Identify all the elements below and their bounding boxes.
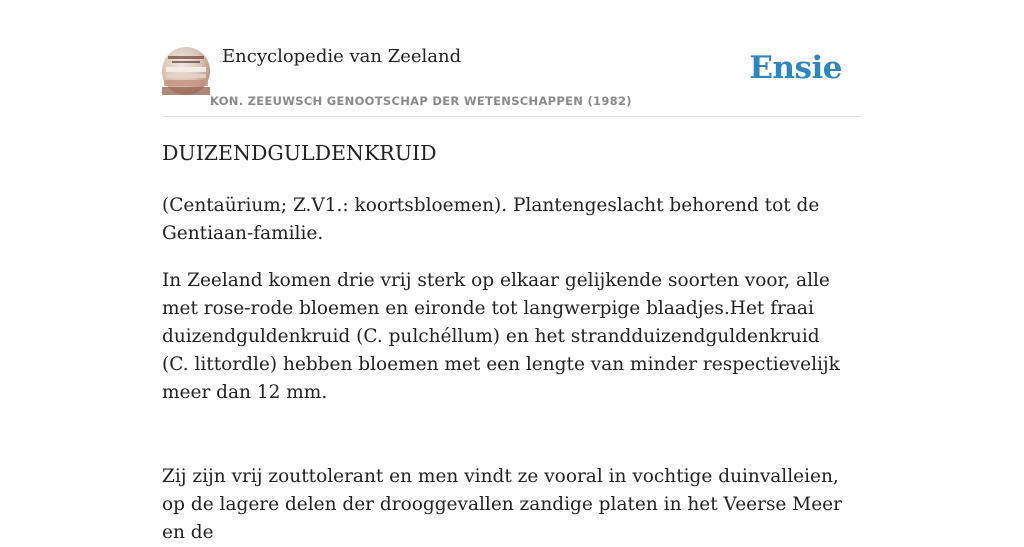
book-title[interactable]: Encyclopedie van Zeeland xyxy=(222,46,462,67)
entry-title: DUIZENDGULDENKRUID xyxy=(162,141,437,165)
book-cover-image xyxy=(162,47,210,95)
book-header xyxy=(162,0,862,117)
page xyxy=(162,0,862,543)
entry-paragraph: (Centaürium; Z.V1.: koortsbloemen). Plantengeslacht behorend tot de Gentiaan-familie. xyxy=(162,195,820,244)
book-cover-icon[interactable] xyxy=(162,47,210,95)
publisher-label: KON. ZEEUWSCH GENOOTSCHAP DER WETENSCHAPPEN (1982) xyxy=(210,94,632,108)
entry-paragraph: In Zeeland komen drie vrij sterk op elkaar gelijkende soorten voor, alle met rose-rode bloemen en eironde tot langwerpige blaadjes.Het fraai duizendguldenkruid (C. pulchéllum) en het strandduizendguldenkruid (C. littordle) hebben bloemen met een lengte van minder respectievelijk meer dan 12 mm. xyxy=(162,270,840,403)
ensie-logo[interactable]: Ensie xyxy=(749,50,842,86)
entry-paragraph: Zij zijn vrij zouttolerant en men vindt ze vooral in vochtige duinvalleien, op de lagere delen der drooggevallen zandige platen in het Veerse Meer en de xyxy=(162,466,842,543)
